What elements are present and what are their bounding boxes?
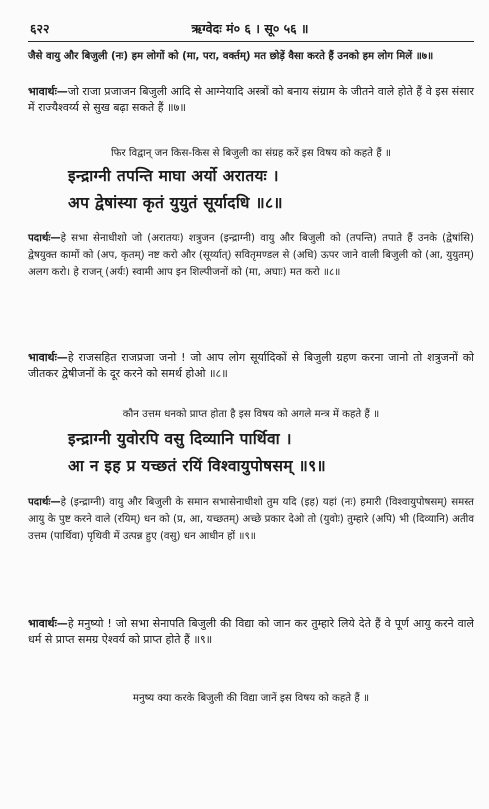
padartha-label: पदार्थः—: [28, 497, 61, 508]
bhavartha-8: [28, 350, 474, 382]
mantra-9-line-2: आ न इह प्र यच्छतं रयिं विश्वायुपोषसम् ॥९॥: [68, 457, 327, 475]
section-intro: मनुष्य क्या करके बिजुली की विद्या जानें इस विषय को कहते हैं ॥: [132, 693, 370, 704]
page-number: ६२२: [30, 21, 50, 36]
bhavartha-label: भावार्थः—: [28, 85, 68, 98]
bhavartha-text: जो राजा प्रजाजन बिजुली आदि से आग्नेयादि अस्त्रों को बनाय संग्राम के जीतने वाले होते हैं वे इस संसार में राज्यैश्वर्य्य से सुख बढ़ा सकते हैं ॥७॥: [28, 85, 474, 114]
mantra-9-line-1: इन्द्राग्नी युवोरपि वसु दिव्यानि पार्थिवा ।: [68, 430, 292, 448]
header-rule: [28, 41, 474, 42]
bhavartha-text: हे राजसहित राजप्रजा जनो ! जो आप लोग सूर्यादिकों से बिजुली ग्रहण करना जानो तो शत्रुजनों को जीतकर द्वेषीजनों के दूर करने को समर्थ होओ ॥८॥: [28, 351, 474, 380]
bhavartha-label: भावार्थः—: [28, 617, 68, 630]
running-title: ऋग्वेदः मं० ६ । सू० ५६ ॥: [191, 21, 309, 36]
padartha-9: [28, 494, 474, 546]
padartha-text: हे (इन्द्राग्नी) वायु और बिजुली के समान सभासेनाधीशो तुम यदि (इह) यहां (नः) हमारी (विश्वायुपोषसम्) समस्त आयु के पुष्ट करने वाले (रयिम्) धन को (प्र, आ, यच्छतम्) अच्छे प्रकार देओ तो (युवोः) तुम्हारे (अपि) भी (दिव्यानि) अतीव उत्तम (पार्थिवा) पृथिवी में उत्पन्न हुए (वसु) धन आधीन हों ॥९॥: [28, 497, 474, 543]
paragraph-meaning-end: जैसे वायु और बिजुली (नः) हम लोगों को (मा, परा, वर्क्तम्) मत छोड़ें वैसा करते हैं उनको हम लोग मिलें ॥७॥: [28, 51, 434, 62]
page-header: [30, 20, 470, 40]
section-intro: कौन उत्तम धनको प्राप्त होता है इस विषय को अगले मन्त्र में कहते हैं ॥: [122, 409, 380, 420]
bhavartha-label: भावार्थः—: [28, 351, 68, 364]
bhavartha-9: [28, 616, 474, 648]
padartha-text: हे सभा सेनाधीशो जो (अरातयः) शत्रुजन (इन्द्राग्नी) वायु और बिजुली को (तपन्ति) तपाते हैं उनके (द्वेषांसि) द्वेषयुक्त कामों को (अप, कृतम्) नष्ट करो और (सूर्य्यात्) सवितृमण्डल से (अधि) ऊपर जाने वाली बिजुली को (आ, युयुतम्) अलग करो। हे राजन् (अर्यः) स्वामी आप इन शिल्पीजनों को (मा, अघाः) मत करो ॥८॥: [28, 233, 474, 279]
mantra-8-line-1: इन्द्राग्नी तपन्ति माघा अर्यो अरातयः ।: [68, 167, 279, 185]
bhavartha-7: [28, 84, 474, 116]
section-intro: फिर विद्वान् जन किस-किस से बिजुली का संग्रह करें इस विषय को कहते हैं ॥: [111, 148, 391, 159]
padartha-label: पदार्थः—: [28, 233, 61, 244]
mantra-8-line-2: अप द्वेषांस्या कृतं युयुतं सूर्यादधि ॥८॥: [68, 194, 283, 212]
bhavartha-text: हे मनुष्यो ! जो सभा सेनापति बिजुली की विद्या को जान कर तुम्हारे लिये देते हैं वे पूर्ण आयु करने वाले धर्म से प्राप्त समग्र ऐश्वर्य को प्राप्त होते हैं ॥९॥: [28, 617, 474, 646]
padartha-8: [28, 230, 474, 282]
